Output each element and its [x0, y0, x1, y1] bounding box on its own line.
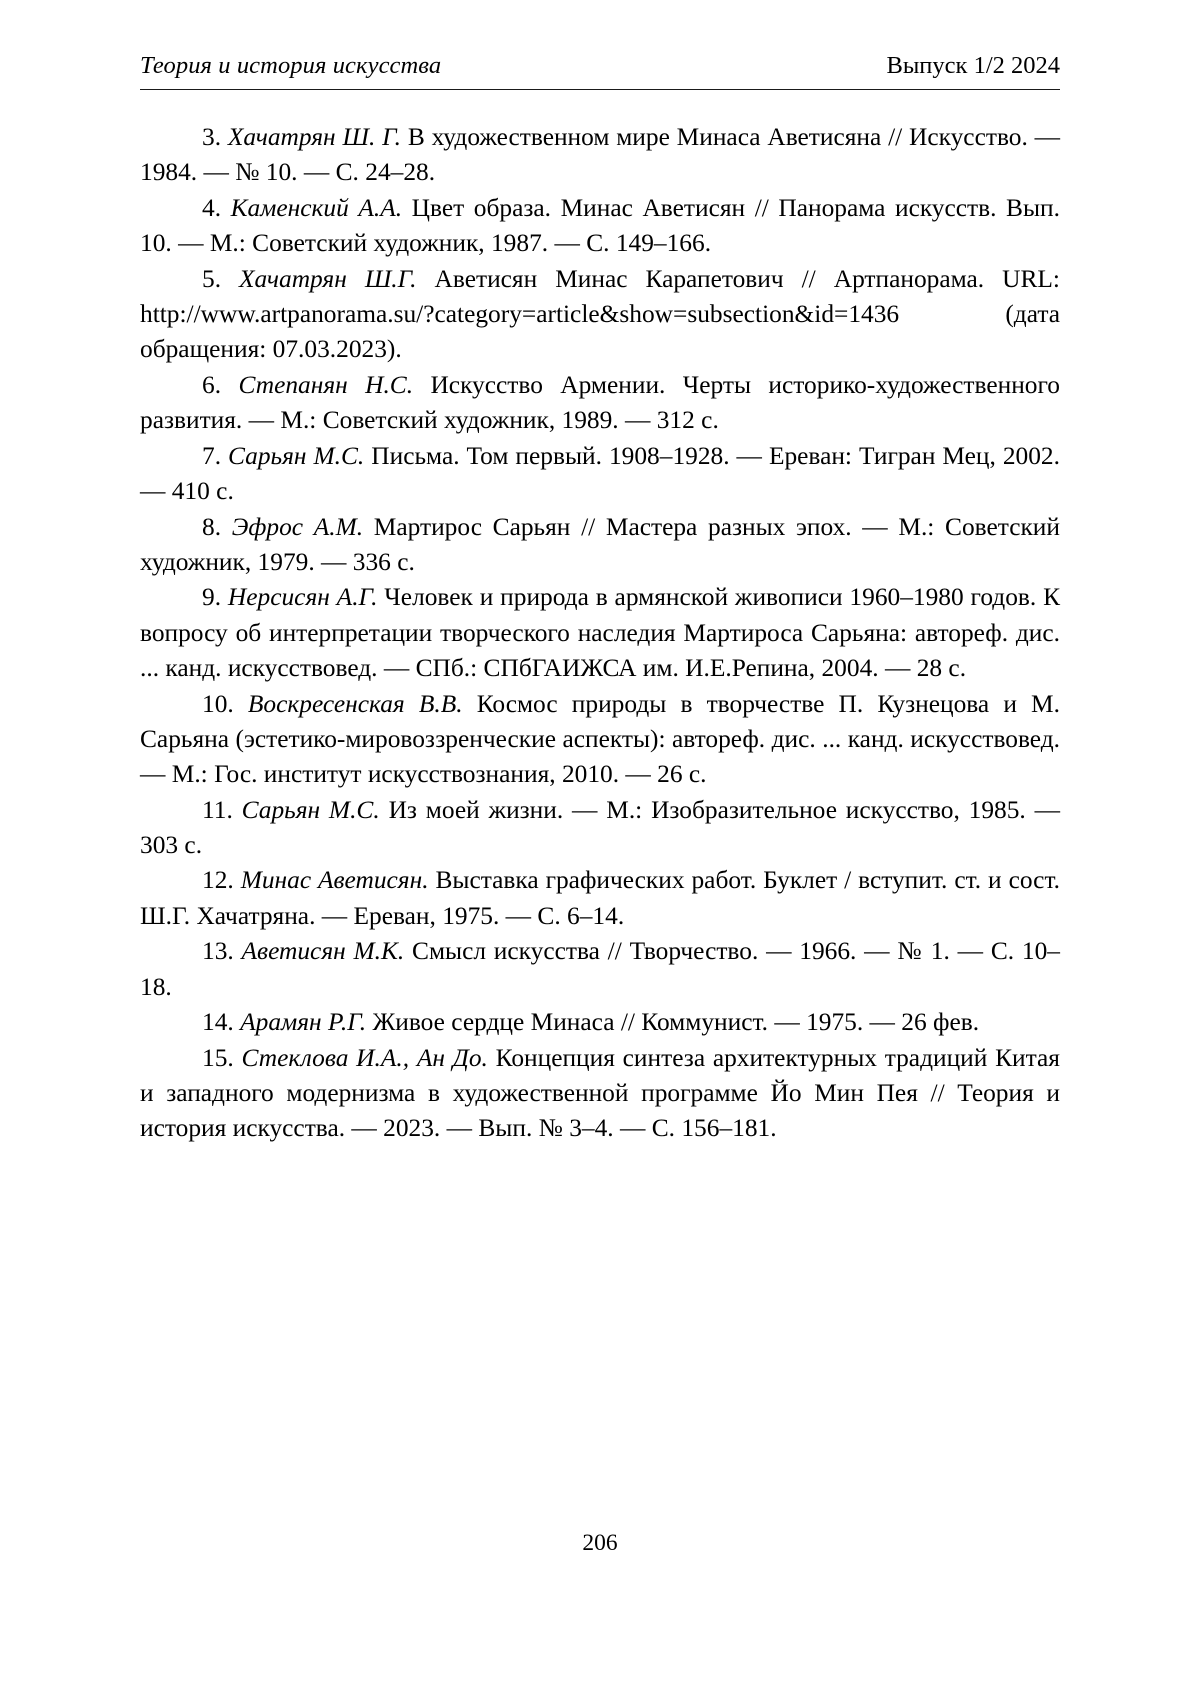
reference-number: 10.	[202, 689, 234, 718]
list-item	[140, 687, 1060, 793]
reference-author: Эфрос А.М.	[231, 512, 364, 541]
reference-number: 5.	[202, 264, 222, 293]
reference-author: Арамян Р.Г.	[240, 1008, 367, 1037]
list-item	[140, 863, 1060, 933]
reference-text: Концепция синтеза архитектурных традиций Китая и западного модернизма в художественной программе Йо Мин Пея // Теория и история искусства. — 2023. — Вып. № 3–4. — С. 156–181.	[140, 1043, 1060, 1143]
list-item	[140, 191, 1060, 261]
reference-text: Смысл искусства // Творчество. — 1966. — № 1. — С. 10–18.	[140, 937, 1060, 1001]
reference-text: Мартирос Сарьян // Мастера разных эпох. — М.: Советский художник, 1979. — 336 с.	[140, 512, 1060, 576]
reference-number: 14.	[202, 1008, 234, 1037]
reference-author: Хачатрян Ш.Г.	[239, 264, 417, 293]
reference-text: В художественном мире Минаса Аветисяна // Искусство. — 1984. — № 10. — С. 24–28.	[140, 123, 1060, 187]
reference-number: 11.	[202, 795, 233, 824]
list-item	[140, 1041, 1060, 1147]
list-item	[140, 120, 1060, 190]
reference-author: Сарьян М.С.	[241, 795, 380, 824]
reference-author: Минас Аветисян.	[240, 866, 429, 895]
list-item	[140, 368, 1060, 438]
reference-text: Цвет образа. Минас Аветисян // Панорама искусств. Вып. 10. — М.: Советский художник, 1987. — С. 149–166.	[140, 193, 1060, 258]
reference-text: Из моей жизни. — М.: Изобразительное искусство, 1985. — 303 с.	[140, 795, 1060, 859]
list-item	[140, 439, 1060, 509]
reference-list	[140, 120, 1060, 1147]
page-number: 206	[582, 1530, 618, 1556]
reference-text: Аветисян Минас Карапетович // Артпанорама. URL: http://www.artpanorama.su/?category=article&show=subsection&id=1436 (дата обращения: 07.03.2023).	[140, 264, 1060, 364]
reference-text: Выставка графических работ. Буклет / вступит. ст. и сост. Ш.Г. Хачатряна. — Ереван, 1975. — С. 6–14.	[140, 866, 1060, 930]
list-item	[140, 1005, 1060, 1040]
reference-number: 7.	[202, 441, 222, 470]
reference-text: Космос природы в творчестве П. Кузнецова и М. Сарьяна (эстетико-мировоззренческие аспекты): автореф. дис. ... канд. искусствовед. — М.: Гос. институт искусствознания, 2010. — 26 с.	[140, 689, 1060, 788]
reference-number: 6.	[202, 370, 222, 399]
reference-author: Воскресенская В.В.	[247, 689, 463, 718]
reference-number: 13.	[202, 937, 234, 966]
page-header	[140, 52, 1060, 90]
reference-text: Живое сердце Минаса // Коммунист. — 1975. — 26 фев.	[372, 1008, 980, 1037]
header-issue: Выпуск 1/2 2024	[886, 52, 1060, 79]
list-item	[140, 793, 1060, 863]
list-item	[140, 262, 1060, 368]
reference-author: Стеклова И.А., Ан До.	[241, 1043, 488, 1072]
list-item	[140, 934, 1060, 1004]
list-item	[140, 510, 1060, 580]
reference-number: 3.	[202, 123, 222, 151]
header-journal-title: Теория и история искусства	[140, 52, 442, 79]
list-item	[140, 580, 1060, 686]
reference-author: Сарьян М.С.	[228, 441, 365, 470]
reference-author: Хачатрян Ш. Г.	[227, 123, 401, 151]
reference-author: Нерсисян А.Г.	[227, 583, 378, 612]
reference-text: Письма. Том первый. 1908–1928. — Ереван: Тигран Мец, 2002. — 410 с.	[140, 441, 1060, 505]
reference-number: 8.	[202, 512, 222, 541]
reference-text: Человек и природа в армянской живописи 1960–1980 годов. К вопросу об интерпретации творческого наследия Мартироса Сарьяна: автореф. дис. ... канд. искусствовед. — СПб.: СПбГАИЖСА им. И.Е.Репина, 2004. — 28 с.	[140, 583, 1061, 682]
reference-number: 15.	[202, 1043, 234, 1072]
reference-author: Степанян Н.С.	[238, 370, 414, 399]
reference-number: 4.	[202, 193, 222, 222]
reference-number: 12.	[202, 866, 234, 895]
reference-text: Искусство Армении. Черты историко-художественного развития. — М.: Советский художник, 1989. — 312 с.	[140, 370, 1060, 434]
reference-number: 9.	[202, 583, 222, 612]
reference-author: Аветисян М.К.	[241, 937, 405, 966]
reference-author: Каменский А.А.	[230, 193, 403, 222]
